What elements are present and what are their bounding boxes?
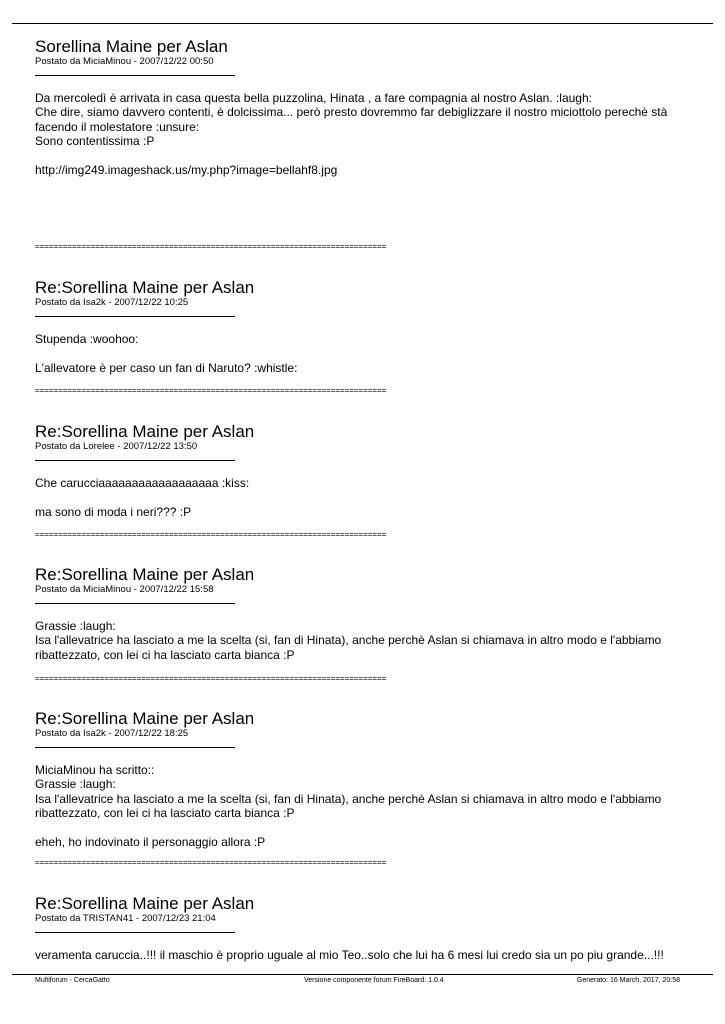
forum-post xyxy=(35,279,705,375)
post-meta: Postato da MiciaMinou - 2007/12/22 00:50 xyxy=(35,56,214,67)
forum-post xyxy=(35,423,705,519)
page-bottom-rule xyxy=(12,974,713,975)
post-meta: Postato da TRISTAN41 - 2007/12/23 21:04 xyxy=(35,913,216,924)
post-body xyxy=(35,476,705,519)
post-separator: ============================================================================ xyxy=(35,386,387,395)
post-line xyxy=(35,490,705,504)
post-line: facendo il molestatore :unsure: xyxy=(35,119,200,134)
forum-post xyxy=(35,566,705,662)
post-meta: Postato da Isa2k - 2007/12/22 10:25 xyxy=(35,297,189,308)
post-body xyxy=(35,91,705,177)
post-separator: ============================================================================ xyxy=(35,858,387,867)
post-title: Re:Sorellina Maine per Aslan xyxy=(35,894,255,913)
forum-post xyxy=(35,895,705,962)
post-meta: Postato da Isa2k - 2007/12/22 18:25 xyxy=(35,728,189,739)
meta-divider xyxy=(35,460,235,461)
post-body xyxy=(35,763,705,849)
post-line: veramenta caruccia..!!! il maschio è proprio uguale al mio Teo..solo che lui ha 6 mesi lui credo sia un po piu grande...!!! xyxy=(35,948,664,962)
post-line: Sono contentissima :P xyxy=(35,134,155,149)
meta-divider xyxy=(35,316,235,317)
post-line: eheh, ho indovinato il personaggio allora :P xyxy=(35,835,266,850)
post-line: ma sono di moda i neri??? :P xyxy=(35,504,192,519)
post-line: Che carucciaaaaaaaaaaaaaaaaaa :kiss: xyxy=(35,476,250,490)
footer-version: Versione componente forum FireBoard: 1.0.4 xyxy=(304,977,444,984)
post-line: Che dire, siamo davvero contenti, è dolcissima... però presto dovremmo far debiglizzare il nostro miciottolo perechè stà xyxy=(35,105,668,120)
quote-line: ribattezzato, con lei ci ha lasciato carta bianca :P xyxy=(35,806,295,821)
quote-line: Grassie :laugh: xyxy=(35,777,116,792)
image-link[interactable]: http://img249.imageshack.us/my.php?image=bellahf8.jpg xyxy=(35,163,338,178)
quote-line: Isa l'allevatrice ha lasciato a me la scelta (si, fan di Hinata), anche perchè Aslan si chiamava in altro modo e l'abbiamo xyxy=(35,791,662,806)
post-line xyxy=(35,149,705,163)
post-meta: Postato da Lorelee - 2007/12/22 13:50 xyxy=(35,441,198,452)
post-line xyxy=(35,346,705,360)
post-line: Isa l'allevatrice ha lasciato a me la scelta (si, fan di Hinata), anche perchè Aslan si chiamava in altro modo e l'abbiamo xyxy=(35,633,662,648)
post-line xyxy=(35,821,705,835)
post-title: Re:Sorellina Maine per Aslan xyxy=(35,709,255,728)
post-meta: Postato da MiciaMinou - 2007/12/22 15:58 xyxy=(35,584,214,595)
post-line: L'allevatore è per caso un fan di Naruto? :whistle: xyxy=(35,360,298,375)
post-line: Grassie :laugh: xyxy=(35,619,116,633)
post-title: Sorellina Maine per Aslan xyxy=(35,37,228,56)
post-title: Re:Sorellina Maine per Aslan xyxy=(35,278,255,297)
post-separator: ============================================================================ xyxy=(35,530,387,539)
meta-divider xyxy=(35,603,235,604)
post-line: Da mercoledì è arrivata in casa questa bella puzzolina, Hinata , a fare compagnia al nostro Aslan. :laugh: xyxy=(35,91,592,105)
quote-header: MiciaMinou ha scritto:: xyxy=(35,763,155,777)
post-body xyxy=(35,619,705,662)
meta-divider xyxy=(35,747,235,748)
post-body xyxy=(35,948,705,962)
footer-site: Multiforum - CercaGatto xyxy=(35,977,110,984)
meta-divider xyxy=(35,75,235,76)
meta-divider xyxy=(35,932,235,933)
post-separator: ============================================================================ xyxy=(35,242,387,251)
forum-post xyxy=(35,38,705,177)
post-body xyxy=(35,332,705,375)
post-title: Re:Sorellina Maine per Aslan xyxy=(35,422,255,441)
forum-post xyxy=(35,710,705,849)
post-separator: ============================================================================ xyxy=(35,674,387,683)
page-top-rule xyxy=(12,23,713,24)
post-title: Re:Sorellina Maine per Aslan xyxy=(35,565,255,584)
footer-generated: Generato: 16 March, 2017, 20:58 xyxy=(576,977,680,984)
post-line: ribattezzato, con lei ci ha lasciato carta bianca :P xyxy=(35,647,295,662)
post-line: Stupenda :woohoo: xyxy=(35,332,139,346)
